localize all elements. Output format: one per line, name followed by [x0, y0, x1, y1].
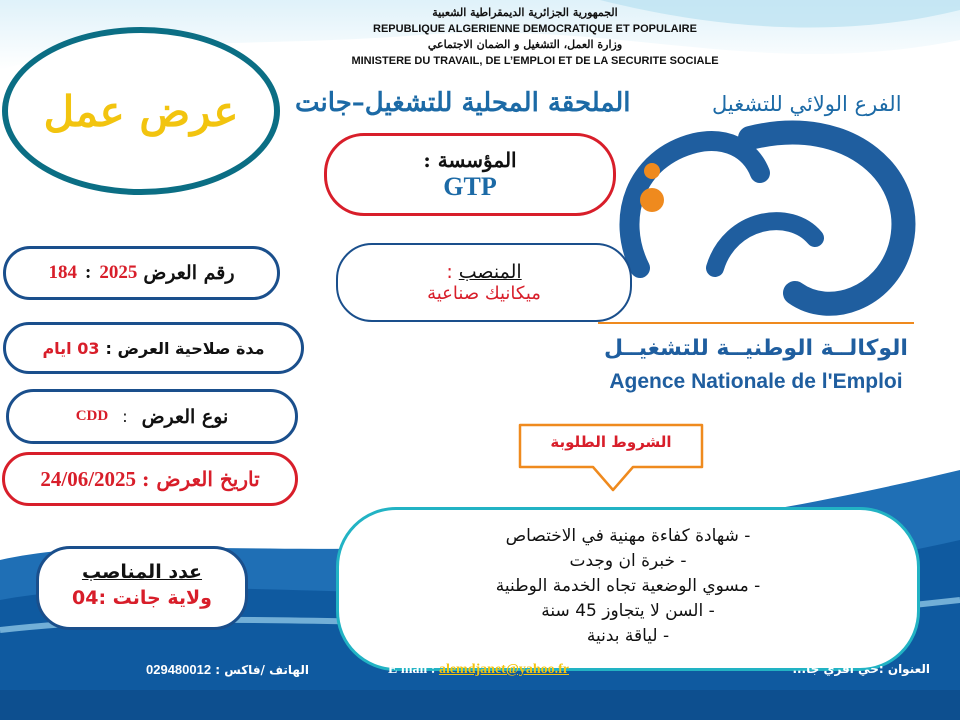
posts-value: ولاية جانت :04: [72, 587, 212, 609]
offer-date-label: تاريخ العرض :: [142, 467, 260, 491]
position-box: [336, 243, 632, 322]
footer-phone: [146, 662, 309, 677]
agency-logo-icon: [600, 118, 930, 328]
offer-number-value: 184: [48, 262, 77, 283]
offer-type-sep: :: [122, 407, 128, 426]
footer-address: العنوان :حي أفري جا...: [792, 662, 930, 676]
page-title: عرض عمل: [43, 86, 239, 136]
footer-email: [388, 662, 569, 678]
agency-name-arabic: الوكالــة الوطنيــة للتشغيــل: [604, 336, 908, 361]
footer: [0, 658, 960, 682]
logo-divider: [598, 322, 914, 324]
wilaya-branch-name: الفرع الولائي للتشغيل: [712, 92, 902, 116]
footer-email-link[interactable]: alemdjanet@yahoo.fr: [438, 662, 570, 677]
condition-item: - السن لا يتجاوز 45 سنة: [541, 601, 715, 621]
condition-item: - شهادة كفاءة مهنية في الاختصاص: [505, 526, 751, 546]
condition-item: - مسوي الوضعية تجاه الخدمة الوطنية: [495, 576, 761, 596]
local-agency-name: الملحقة المحلية للتشغيل–جانت: [295, 88, 631, 118]
offer-type-box: [6, 389, 298, 444]
conditions-heading: الشروط الطلوبة: [550, 433, 672, 451]
company-label: المؤسسة :: [423, 147, 517, 172]
validity-box: [3, 322, 304, 374]
ministry-arabic: وزارة العمل، التشغيل و الضمان الاجتماعي: [427, 38, 623, 51]
title-bubble: [2, 27, 280, 195]
conditions-box: [336, 507, 920, 671]
offer-number-year: 2025: [99, 262, 138, 283]
posts-box: [36, 546, 248, 630]
footer-phone-value: 029480012: [146, 662, 212, 677]
position-value: ميكانيك صناعية: [427, 283, 541, 304]
condition-item: - لياقة بدنية: [586, 626, 670, 646]
offer-date-box: [2, 452, 298, 506]
position-colon: :: [446, 261, 453, 283]
agency-name-french: Agence Nationale de l'Emploi: [609, 370, 903, 393]
republic-arabic: الجمهورية الجزائرية الديمقراطية الشعبية: [432, 6, 618, 19]
republic-french: REPUBLIQUE ALGERIENNE DEMOCRATIQUE ET POPULAIRE: [373, 23, 697, 35]
ministry-french: MINISTERE DU TRAVAIL, DE L’EMPLOI ET DE LA SECURITE SOCIALE: [351, 55, 719, 67]
condition-item: - خبرة ان وجدت: [569, 551, 687, 571]
offer-date-value: 24/06/2025: [40, 466, 137, 491]
company-value: GTP: [443, 171, 497, 201]
validity-label: مدة صلاحية العرض :: [105, 338, 265, 358]
company-box: [324, 133, 616, 216]
offer-number-box: [3, 246, 280, 300]
position-label: المنصب: [458, 261, 522, 283]
offer-number-sep: :: [84, 262, 92, 283]
posts-label: عدد المناصب: [81, 561, 203, 583]
footer-phone-label: الهاتف /فاكس :: [215, 663, 309, 677]
offer-type-value: CDD: [75, 408, 109, 424]
offer-type-label: نوع العرض: [141, 405, 229, 428]
offer-number-label: رقم العرض: [143, 262, 235, 284]
validity-value: 03 ايام: [42, 338, 100, 358]
footer-email-label: E mail :: [388, 662, 436, 677]
